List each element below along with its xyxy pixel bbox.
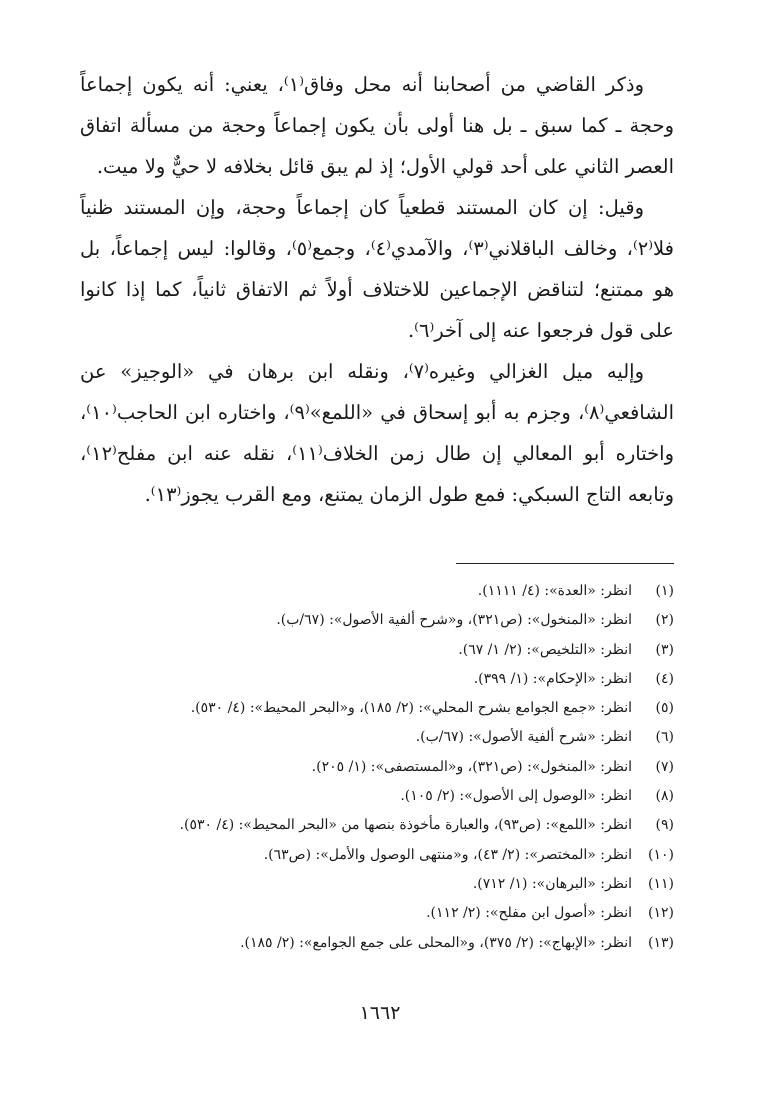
footnotes-list <box>60 577 674 958</box>
footnote-item <box>60 577 674 606</box>
footnote-divider <box>456 563 674 564</box>
footnote-item <box>60 841 674 870</box>
footnote-item <box>60 636 674 665</box>
footnote-number: (٧) <box>655 758 674 775</box>
footnote-number: (٢) <box>655 612 674 629</box>
footnote-number: (٦) <box>655 729 674 746</box>
paragraph-1: وذكر القاضي من أصحابنا أنه محل وفاق⁽١⁾، يعني: أنه يكون إجماعاً وحجة ـ كما سبق ـ بل هنا أولى بأن يكون إجماعاً وحجة من مسألة اتفاق العصر الثاني على أحد قولي الأول؛ إذ لم يبق قائل بخلافه لا حيٌّ ولا ميت. <box>80 73 674 178</box>
footnote-item <box>60 753 674 782</box>
footnote-item <box>60 870 674 899</box>
footnote-number: (٩) <box>655 817 674 834</box>
footnote-number: (١١) <box>648 875 674 892</box>
page-number: ١٦٦٢ <box>359 1002 401 1024</box>
footnote-text: انظر: «جمع الجوامع بشرح المحلي»: (٢/ ١٨٥)، و«البحر المحيط»: (٤/ ٥٣٠). <box>190 700 632 717</box>
footnote-text: انظر: «الإبهاج»: (٢/ ٣٧٥)، و«المحلى على جمع الجوامع»: (٢/ ١٨٥). <box>240 934 632 951</box>
footnote-number: (٥) <box>655 700 674 717</box>
footnote-text: انظر: «الوصول إلى الأصول»: (٢/ ١٠٥). <box>400 788 632 805</box>
footnote-item <box>60 811 674 840</box>
footnote-text: انظر: «العدة»: (٤/ ١١١١). <box>477 583 632 599</box>
footnote-number: (١٠) <box>648 846 674 863</box>
footnote-text: انظر: «المنخول»: (ص٣٢١)، و«المستصفى»: (١/ ٢٠٥). <box>311 758 632 775</box>
footnote-text: انظر: «اللمع»: (ص٩٣)، والعبارة مأخوذة بنصها من «البحر المحيط»: (٤/ ٥٣٠). <box>179 817 632 834</box>
footnote-text: انظر: «المختصر»: (٢/ ٤٣)، و«منتهى الوصول والأمل»: (ص٦٣). <box>263 846 632 863</box>
footnote-text: انظر: «الإحكام»: (١/ ٣٩٩). <box>473 670 632 687</box>
main-text <box>80 64 674 515</box>
footnote-number: (٣) <box>655 641 674 658</box>
paragraph-2: وقيل: إن كان المستند قطعياً كان إجماعاً وحجة، وإن المستند ظنياً فلا⁽٢⁾، وخالف الباقلاني⁽٣⁾، والآمدي⁽٤⁾، وجمع⁽٥⁾، وقالوا: ليس إجماعاً، بل هو ممتنع؛ لتناقض الإجماعين للاختلاف أولاً ثم الاتفاق ثانياً، كما إذا كانوا على قول فرجعوا عنه إلى آخر⁽٦⁾. <box>80 196 674 342</box>
footnote-item <box>60 782 674 811</box>
footnote-item <box>60 723 674 752</box>
footnote-item <box>60 899 674 928</box>
footnote-number: (٨) <box>655 788 674 805</box>
footnote-text: انظر: «شرح ألفية الأصول»: (٦٧/ب). <box>415 729 632 746</box>
footnote-text: انظر: «التلخيص»: (٢/ ١/ ٦٧). <box>458 641 632 658</box>
footnote-item <box>60 606 674 635</box>
footnote-text: انظر: «البرهان»: (١/ ٧١٢). <box>472 875 632 892</box>
paragraph-3: وإليه ميل الغزالي وغيره⁽٧⁾، ونقله ابن برهان في «الوجيز» عن الشافعي⁽٨⁾، وجزم به أبو إسحاق في «اللمع»⁽٩⁾، واختاره ابن الحاجب⁽١٠⁾، واختاره أبو المعالي إن طال زمن الخلاف⁽١١⁾، نقله عنه ابن مفلح⁽١٢⁾، وتابعه التاج السبكي: فمع طول الزمان يمتنع، ومع القرب يجوز⁽١٣⁾. <box>80 360 674 506</box>
footnote-item <box>60 665 674 694</box>
footnote-text: انظر: «أصول ابن مفلح»: (٢/ ١١٢). <box>426 905 632 922</box>
footnote-text: انظر: «المنخول»: (ص٣٢١)، و«شرح ألفية الأصول»: (٦٧/ب). <box>276 612 632 629</box>
footnote-number: (١٣) <box>648 934 674 951</box>
footnote-number: (١٢) <box>648 905 674 922</box>
footnote-number: (٤) <box>655 670 674 687</box>
footnote-item <box>60 694 674 723</box>
footnote-item <box>60 929 674 958</box>
footnote-number: (١) <box>655 583 674 599</box>
